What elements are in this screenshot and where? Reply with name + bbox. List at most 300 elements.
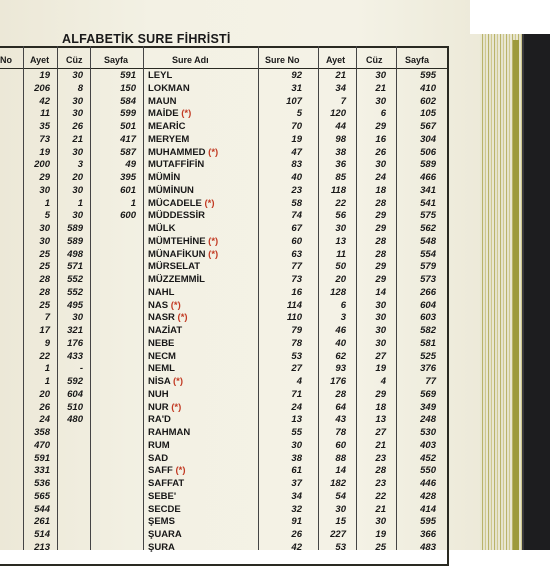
sure-name-text: MÜCADELE bbox=[148, 197, 202, 209]
right-cell-e: 13 bbox=[291, 414, 302, 426]
right-cell-g: 28 bbox=[375, 197, 386, 209]
right-cell-g: 21 bbox=[375, 503, 386, 515]
right-cell-h: 573 bbox=[420, 274, 436, 285]
left-cell-b: 213 bbox=[34, 541, 50, 553]
sure-name-text: SAD bbox=[148, 452, 169, 464]
sure-name-text: NAZİAT bbox=[148, 325, 183, 336]
sure-name bbox=[148, 542, 175, 553]
left-cell-c: 1 bbox=[77, 197, 83, 209]
header-ayet-right: Ayet bbox=[326, 55, 346, 65]
left-cell-d: 150 bbox=[120, 82, 136, 94]
right-cell-e: 32 bbox=[291, 503, 302, 515]
left-cell-c: 30 bbox=[72, 70, 83, 81]
right-cell-f: 30 bbox=[335, 503, 346, 515]
header-cuz-right: Cüz bbox=[366, 55, 383, 65]
right-cell-f: 56 bbox=[335, 210, 346, 222]
right-cell-e: 91 bbox=[291, 516, 302, 528]
right-cell-f: 34 bbox=[335, 82, 346, 94]
right-cell-e: 4 bbox=[296, 376, 302, 387]
right-cell-h: 105 bbox=[420, 108, 436, 120]
right-cell-g: 14 bbox=[375, 286, 386, 298]
left-cell-c: 30 bbox=[72, 312, 83, 324]
right-cell-g: 30 bbox=[375, 325, 386, 336]
right-cell-g: 30 bbox=[375, 95, 386, 107]
left-cell-c: 495 bbox=[67, 299, 83, 311]
right-cell-g: 27 bbox=[375, 427, 386, 438]
right-cell-h: 530 bbox=[420, 427, 436, 438]
sure-mark: (*) bbox=[170, 376, 184, 387]
sure-name-text: ŞEMS bbox=[148, 516, 175, 528]
sure-mark: (*) bbox=[168, 401, 182, 413]
left-cell-b: 1 bbox=[44, 376, 50, 387]
right-cell-f: 20 bbox=[335, 274, 346, 285]
sure-mark: (*) bbox=[168, 299, 181, 311]
sure-name bbox=[148, 96, 177, 107]
sure-name bbox=[148, 249, 218, 260]
left-cell-b: 30 bbox=[39, 223, 50, 234]
right-cell-f: 54 bbox=[335, 490, 346, 502]
left-cell-b: 5 bbox=[44, 210, 50, 222]
left-cell-c: 21 bbox=[72, 133, 83, 145]
right-cell-e: 34 bbox=[291, 490, 302, 502]
right-cell-e: 37 bbox=[291, 478, 302, 489]
right-cell-h: 575 bbox=[420, 210, 436, 222]
right-cell-h: 569 bbox=[420, 388, 436, 400]
left-cell-b: 28 bbox=[39, 286, 50, 298]
sure-mark: (*) bbox=[205, 235, 219, 247]
left-cell-c: 589 bbox=[67, 235, 83, 247]
sure-name-text: NUR bbox=[148, 401, 169, 413]
sure-name bbox=[148, 185, 194, 196]
right-cell-e: 27 bbox=[291, 363, 302, 375]
right-cell-h: 452 bbox=[420, 452, 436, 464]
left-cell-c: 433 bbox=[67, 350, 83, 362]
left-cell-b: 591 bbox=[34, 452, 50, 464]
sure-mark: (*) bbox=[172, 465, 186, 477]
right-cell-g: 23 bbox=[375, 478, 386, 489]
sure-name-text: NUH bbox=[148, 388, 169, 400]
left-cell-b: 7 bbox=[44, 312, 50, 324]
left-cell-b: 536 bbox=[34, 478, 50, 489]
left-cell-c: 510 bbox=[67, 401, 83, 413]
right-cell-g: 30 bbox=[375, 70, 386, 81]
right-cell-g: 25 bbox=[375, 541, 386, 553]
right-cell-h: 562 bbox=[420, 223, 436, 234]
right-cell-h: 366 bbox=[420, 529, 436, 540]
left-cell-b: 26 bbox=[39, 401, 50, 413]
right-cell-e: 19 bbox=[291, 133, 302, 145]
sure-name-text: MÜMİN bbox=[148, 172, 181, 183]
right-cell-g: 16 bbox=[375, 133, 386, 145]
left-cell-b: 514 bbox=[34, 529, 50, 540]
left-cell-c: 30 bbox=[72, 146, 83, 158]
sure-name-text: MÜMTEHİNE bbox=[148, 235, 206, 247]
right-cell-h: 550 bbox=[420, 465, 436, 477]
sure-name bbox=[148, 198, 215, 209]
right-cell-h: 579 bbox=[420, 261, 436, 273]
right-cell-h: 541 bbox=[420, 197, 436, 209]
header-no: No bbox=[0, 55, 12, 65]
left-cell-b: 28 bbox=[39, 274, 50, 285]
left-cell-b: 25 bbox=[39, 248, 50, 260]
sure-name bbox=[148, 134, 189, 145]
right-cell-g: 29 bbox=[375, 223, 386, 234]
background bbox=[470, 0, 550, 34]
left-cell-b: 1 bbox=[44, 197, 50, 209]
sure-name bbox=[148, 274, 205, 285]
left-cell-b: 17 bbox=[39, 325, 50, 336]
right-cell-h: 595 bbox=[420, 70, 436, 81]
right-cell-g: 13 bbox=[375, 414, 386, 426]
sure-name-text: MÜRSELAT bbox=[148, 261, 201, 273]
right-cell-f: 85 bbox=[335, 172, 346, 183]
sure-name-text: MÜLK bbox=[148, 223, 176, 234]
sure-name-text: SECDE bbox=[148, 503, 181, 515]
sure-name-text: RA'D bbox=[148, 414, 171, 426]
left-cell-b: 29 bbox=[39, 172, 50, 183]
sure-name-text: LEYL bbox=[148, 70, 173, 81]
right-cell-f: 11 bbox=[336, 248, 346, 260]
right-cell-f: 120 bbox=[330, 108, 346, 120]
left-cell-b: 9 bbox=[44, 337, 50, 349]
sure-name-text: NEBE bbox=[148, 337, 175, 349]
sure-name-text: NEML bbox=[148, 363, 175, 375]
left-cell-c: 3 bbox=[77, 159, 83, 171]
right-cell-e: 77 bbox=[291, 261, 302, 273]
right-cell-f: 43 bbox=[335, 414, 346, 426]
sure-name-text: ŞURA bbox=[148, 541, 175, 553]
right-cell-g: 30 bbox=[375, 337, 386, 349]
left-cell-c: 592 bbox=[67, 376, 83, 387]
right-cell-f: 3 bbox=[340, 312, 346, 324]
right-cell-f: 93 bbox=[335, 363, 346, 375]
right-cell-h: 403 bbox=[420, 439, 436, 451]
left-cell-c: 30 bbox=[72, 108, 83, 120]
right-cell-f: 98 bbox=[335, 133, 346, 145]
sure-name-text: MEARİC bbox=[148, 121, 186, 132]
sure-mark: (*) bbox=[178, 108, 192, 120]
right-cell-g: 30 bbox=[375, 516, 386, 528]
sure-name bbox=[148, 108, 191, 119]
header-ayet-left: Ayet bbox=[30, 55, 50, 65]
left-cell-d: 417 bbox=[120, 133, 136, 145]
right-cell-h: 446 bbox=[420, 478, 436, 489]
left-cell-b: 565 bbox=[34, 490, 50, 502]
right-cell-f: 62 bbox=[335, 350, 346, 362]
right-cell-e: 83 bbox=[291, 159, 302, 171]
right-cell-h: 266 bbox=[420, 286, 436, 298]
sure-name-text: SAFFAT bbox=[148, 478, 185, 489]
right-cell-h: 428 bbox=[420, 490, 436, 502]
right-cell-h: 567 bbox=[420, 121, 436, 132]
left-cell-b: 200 bbox=[34, 159, 50, 171]
sure-name bbox=[148, 516, 175, 527]
right-cell-f: 7 bbox=[340, 95, 346, 107]
right-cell-f: 40 bbox=[335, 337, 346, 349]
left-cell-c: 480 bbox=[67, 414, 83, 426]
right-cell-g: 27 bbox=[375, 350, 386, 362]
left-cell-d: 587 bbox=[120, 146, 136, 158]
sure-name bbox=[148, 210, 205, 221]
right-cell-g: 6 bbox=[380, 108, 386, 120]
left-cell-d: 1 bbox=[130, 197, 136, 209]
sure-name-text: NASR bbox=[148, 312, 175, 324]
right-cell-g: 30 bbox=[375, 312, 386, 324]
right-cell-f: 36 bbox=[335, 159, 346, 171]
right-cell-g: 30 bbox=[375, 299, 386, 311]
right-cell-e: 60 bbox=[291, 235, 302, 247]
left-cell-c: 8 bbox=[77, 82, 83, 94]
sure-name bbox=[148, 83, 190, 94]
right-cell-g: 21 bbox=[375, 82, 386, 94]
right-cell-h: 349 bbox=[420, 401, 436, 413]
sure-name-text: SEBE' bbox=[148, 490, 177, 502]
sure-mark: (*) bbox=[201, 197, 215, 209]
right-cell-e: 114 bbox=[286, 299, 302, 311]
right-cell-f: 50 bbox=[335, 261, 346, 273]
right-cell-g: 29 bbox=[375, 121, 386, 132]
left-cell-c: 571 bbox=[67, 261, 83, 273]
sure-name-text: NAHL bbox=[148, 286, 175, 298]
left-cell-c: 552 bbox=[67, 286, 83, 298]
sure-name-text: MÜZZEMMİL bbox=[148, 274, 205, 285]
left-cell-c: 30 bbox=[72, 210, 83, 222]
right-cell-h: 506 bbox=[420, 146, 436, 158]
right-cell-e: 58 bbox=[291, 197, 302, 209]
right-cell-g: 26 bbox=[375, 146, 386, 158]
right-cell-f: 78 bbox=[335, 427, 346, 438]
sure-name-text: MAİDE bbox=[148, 108, 179, 120]
left-cell-b: 42 bbox=[39, 95, 50, 107]
sure-name bbox=[148, 529, 182, 540]
left-cell-b: 11 bbox=[40, 108, 50, 120]
left-cell-d: 395 bbox=[120, 172, 136, 183]
right-cell-g: 22 bbox=[375, 490, 386, 502]
right-cell-g: 29 bbox=[375, 261, 386, 273]
left-cell-c: 176 bbox=[67, 337, 83, 349]
book-cover bbox=[522, 30, 550, 550]
right-cell-f: 28 bbox=[335, 388, 346, 400]
right-cell-h: 548 bbox=[420, 235, 436, 247]
sure-name-text: MÜNAFİKUN bbox=[148, 248, 206, 260]
sure-name bbox=[148, 159, 204, 170]
table-row bbox=[0, 542, 455, 557]
left-cell-b: 30 bbox=[39, 235, 50, 247]
right-cell-h: 581 bbox=[420, 337, 436, 349]
right-cell-f: 13 bbox=[335, 235, 346, 247]
sure-name-text: NAS bbox=[148, 299, 169, 311]
left-cell-b: 358 bbox=[34, 427, 50, 438]
left-cell-d: 600 bbox=[120, 210, 136, 222]
right-cell-e: 31 bbox=[291, 82, 302, 94]
sure-name bbox=[148, 121, 185, 132]
right-cell-f: 21 bbox=[335, 70, 346, 81]
sure-name-text: LOKMAN bbox=[148, 82, 190, 94]
left-cell-d: 49 bbox=[125, 159, 136, 171]
left-cell-b: 30 bbox=[39, 184, 50, 196]
left-cell-b: 25 bbox=[39, 261, 50, 273]
right-cell-g: 4 bbox=[380, 376, 386, 387]
right-cell-f: 88 bbox=[335, 452, 346, 464]
left-cell-b: 1 bbox=[44, 363, 50, 375]
right-cell-f: 60 bbox=[335, 439, 346, 451]
right-cell-f: 176 bbox=[330, 376, 346, 387]
right-cell-f: 38 bbox=[335, 146, 346, 158]
sure-name bbox=[148, 223, 175, 234]
right-cell-h: 595 bbox=[420, 516, 436, 528]
right-cell-h: 602 bbox=[420, 95, 436, 107]
right-cell-e: 61 bbox=[291, 465, 302, 477]
sure-name bbox=[148, 389, 169, 400]
right-cell-g: 29 bbox=[375, 210, 386, 222]
right-cell-h: 414 bbox=[420, 503, 436, 515]
sure-name bbox=[148, 478, 184, 489]
right-cell-e: 55 bbox=[291, 427, 302, 438]
left-cell-b: 19 bbox=[39, 70, 50, 81]
right-cell-e: 78 bbox=[291, 337, 302, 349]
header-rule bbox=[0, 68, 449, 69]
right-cell-e: 63 bbox=[291, 248, 302, 260]
sure-name bbox=[148, 172, 180, 183]
right-cell-g: 18 bbox=[375, 184, 386, 196]
right-cell-f: 53 bbox=[335, 541, 346, 553]
sure-name-text: RUM bbox=[148, 439, 170, 451]
right-cell-e: 67 bbox=[291, 223, 302, 234]
right-cell-f: 14 bbox=[335, 465, 346, 477]
sure-name-text: NİSA bbox=[148, 376, 171, 387]
left-cell-b: 470 bbox=[34, 439, 50, 451]
header-cuz-left: Cüz bbox=[66, 55, 83, 65]
left-cell-b: 19 bbox=[39, 146, 50, 158]
header-sayfa-right: Sayfa bbox=[405, 55, 430, 65]
right-cell-e: 24 bbox=[291, 401, 302, 413]
left-cell-d: 591 bbox=[120, 70, 136, 81]
left-cell-b: 261 bbox=[34, 516, 50, 528]
left-cell-d: 599 bbox=[120, 108, 136, 120]
right-cell-h: 589 bbox=[420, 159, 436, 171]
right-cell-g: 21 bbox=[375, 439, 386, 451]
right-cell-g: 19 bbox=[375, 529, 386, 540]
right-cell-h: 554 bbox=[420, 248, 436, 260]
right-cell-e: 42 bbox=[291, 541, 302, 553]
sure-name bbox=[148, 427, 190, 438]
right-cell-f: 15 bbox=[335, 516, 346, 528]
right-cell-h: 582 bbox=[420, 325, 436, 336]
header-sure-adi: Sure Adı bbox=[172, 55, 209, 65]
right-cell-g: 28 bbox=[375, 465, 386, 477]
right-cell-e: 70 bbox=[291, 121, 302, 132]
right-cell-f: 30 bbox=[335, 223, 346, 234]
right-cell-g: 19 bbox=[375, 363, 386, 375]
right-cell-e: 26 bbox=[291, 529, 302, 540]
left-cell-b: 73 bbox=[39, 133, 50, 145]
left-cell-b: 331 bbox=[34, 465, 50, 477]
right-cell-h: 376 bbox=[420, 363, 436, 375]
left-cell-c: 552 bbox=[67, 274, 83, 285]
right-cell-h: 410 bbox=[420, 82, 436, 94]
right-cell-f: 22 bbox=[335, 197, 346, 209]
sure-name-text: MUHAMMED bbox=[148, 146, 206, 158]
sure-name bbox=[148, 312, 188, 323]
right-cell-e: 5 bbox=[296, 108, 302, 120]
left-cell-c: 26 bbox=[72, 121, 83, 132]
header-sure-no: Sure No bbox=[265, 55, 300, 65]
right-cell-e: 16 bbox=[291, 286, 302, 298]
right-cell-e: 71 bbox=[291, 388, 302, 400]
sure-name bbox=[148, 351, 176, 362]
right-cell-e: 53 bbox=[291, 350, 302, 362]
left-cell-d: 601 bbox=[120, 184, 136, 196]
right-cell-g: 29 bbox=[375, 388, 386, 400]
sure-name-text: ŞUARA bbox=[148, 529, 182, 540]
right-cell-g: 30 bbox=[375, 159, 386, 171]
right-cell-e: 73 bbox=[291, 274, 302, 285]
right-cell-e: 74 bbox=[291, 210, 302, 222]
sure-name bbox=[148, 261, 200, 272]
sure-name bbox=[148, 363, 175, 374]
right-cell-g: 29 bbox=[375, 274, 386, 285]
right-cell-h: 248 bbox=[420, 414, 436, 426]
left-cell-c: 30 bbox=[72, 184, 83, 196]
left-cell-b: 24 bbox=[39, 414, 50, 426]
left-cell-b: 22 bbox=[39, 350, 50, 362]
left-cell-c: 321 bbox=[67, 325, 83, 336]
right-cell-e: 110 bbox=[286, 312, 302, 324]
right-cell-h: 603 bbox=[420, 312, 436, 324]
sure-name bbox=[148, 338, 174, 349]
sure-name-text: MAUN bbox=[148, 95, 177, 107]
right-cell-e: 38 bbox=[291, 452, 302, 464]
left-cell-b: 25 bbox=[39, 299, 50, 311]
right-cell-h: 304 bbox=[420, 133, 436, 145]
left-cell-b: 206 bbox=[34, 82, 50, 94]
sure-name bbox=[148, 402, 181, 413]
right-cell-g: 24 bbox=[375, 172, 386, 183]
sure-name bbox=[148, 453, 168, 464]
left-cell-b: 35 bbox=[39, 121, 50, 132]
left-cell-c: 498 bbox=[67, 248, 83, 260]
right-cell-f: 128 bbox=[330, 286, 346, 298]
left-cell-c: 589 bbox=[67, 223, 83, 234]
right-cell-f: 64 bbox=[335, 401, 346, 413]
right-cell-g: 28 bbox=[375, 235, 386, 247]
left-cell-b: 544 bbox=[34, 503, 50, 515]
sure-name bbox=[148, 376, 183, 387]
header-sayfa-left: Sayfa bbox=[104, 55, 129, 65]
left-cell-c: 30 bbox=[72, 95, 83, 107]
right-cell-h: 483 bbox=[420, 541, 436, 553]
right-cell-e: 23 bbox=[291, 184, 302, 196]
sure-name bbox=[148, 440, 170, 451]
sure-name bbox=[148, 465, 185, 476]
sure-mark: (*) bbox=[205, 248, 219, 260]
sure-name bbox=[148, 491, 176, 502]
left-cell-c: 20 bbox=[72, 172, 83, 183]
right-cell-g: 28 bbox=[375, 248, 386, 260]
right-cell-h: 341 bbox=[420, 184, 436, 196]
sure-name bbox=[148, 300, 181, 311]
right-cell-g: 23 bbox=[375, 452, 386, 464]
right-cell-h: 77 bbox=[425, 376, 436, 387]
sure-mark: (*) bbox=[205, 146, 219, 158]
right-cell-e: 107 bbox=[286, 95, 302, 107]
right-cell-h: 466 bbox=[420, 172, 436, 183]
left-cell-d: 584 bbox=[120, 95, 136, 107]
sure-name-text: MÜMİNUN bbox=[148, 184, 194, 196]
right-cell-f: 6 bbox=[340, 299, 346, 311]
right-cell-f: 227 bbox=[330, 529, 346, 540]
sure-name-text: MUTAFFİFİN bbox=[148, 159, 205, 171]
